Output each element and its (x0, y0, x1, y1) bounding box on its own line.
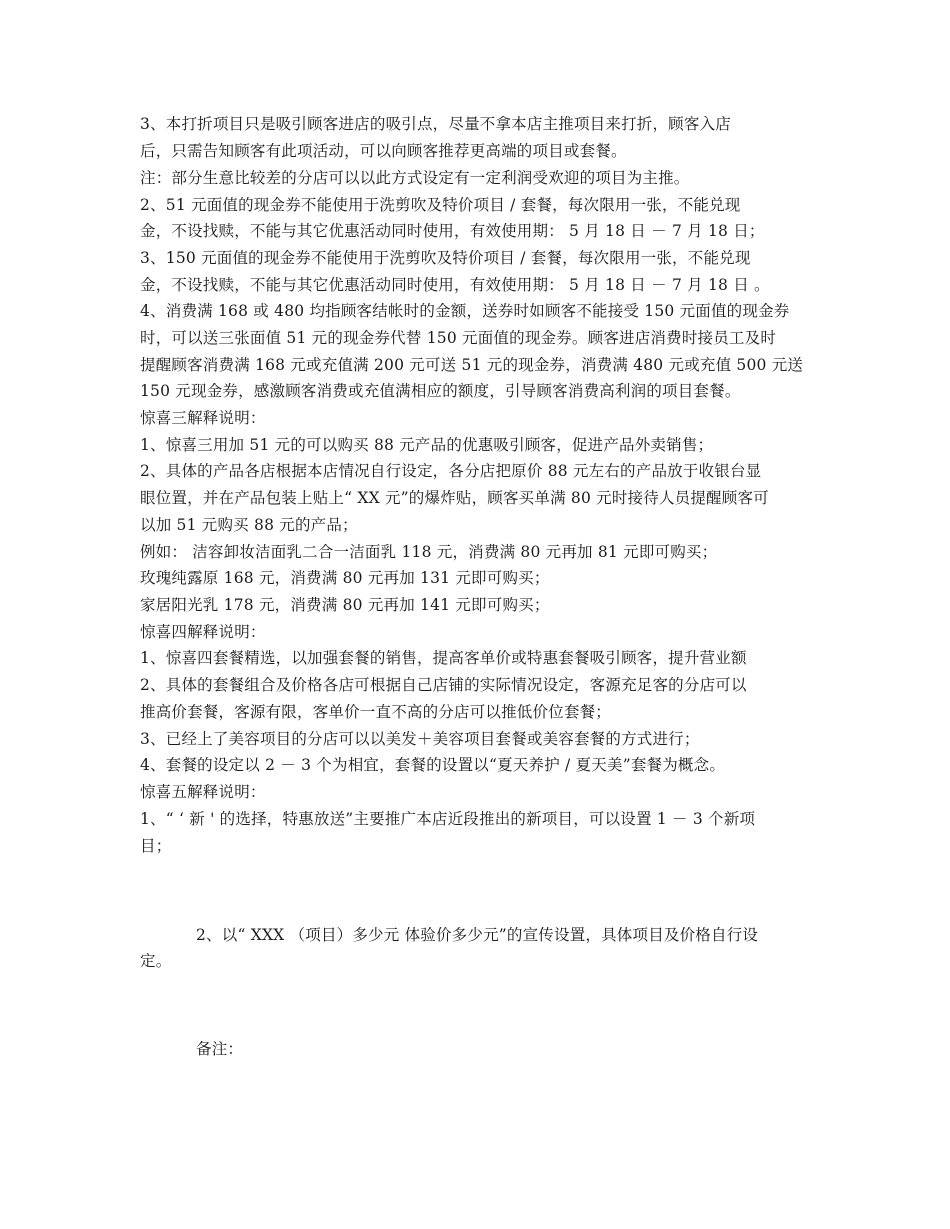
text-line: 提醒顾客消费满 168 元或充值满 200 元可送 51 元的现金券，消费满 480 元或充值 500 元送 (140, 356, 804, 374)
text-line: 后，只需告知顾客有此项活动，可以向顾客推荐更高端的项目或套餐。 (140, 142, 627, 160)
text-line: 金，不设找赎，不能与其它优惠活动同时使用，有效使用期： 5 月 18 日 － 7 月 18 日 。 (140, 276, 770, 294)
section-heading: 惊喜四解释说明： (140, 623, 266, 641)
text-line: 3、150 元面值的现金券不能使用于洗剪吹及特价项目 / 套餐，每次限用一张，不能兑现 (140, 249, 751, 267)
text-line: 2、以“ XXX （项目）多少元 体验价多少元”的宣传设置，具体项目及价格自行设 (196, 926, 759, 944)
text-line: 家居阳光乳 178 元，消费满 80 元再加 141 元即可购买； (140, 596, 550, 614)
text-line: 注：部分生意比较差的分店可以以此方式设定有一定利润受欢迎的项目为主推。 (140, 169, 690, 187)
text-line: 例如： 洁容卸妆洁面乳二合一洁面乳 118 元，消费满 80 元再加 81 元即可购买； (140, 543, 718, 561)
text-line: 1、“ ‘ 新 ' 的选择，特惠放送”主要推广本店近段推出的新项目，可以设置 1 － 3 个新项 (140, 810, 756, 828)
section-heading: 惊喜五解释说明： (140, 783, 266, 801)
section-heading: 惊喜三解释说明： (140, 409, 266, 427)
text-line: 时，可以送三张面值 51 元的现金券代替 150 元面值的现金券。顾客进店消费时接员工及时 (140, 329, 777, 347)
text-line: 目； (140, 837, 172, 855)
text-line: 2、51 元面值的现金券不能使用于洗剪吹及特价项目 / 套餐，每次限用一张，不能兑现 (140, 196, 741, 214)
note-label: 备注： (196, 1040, 244, 1058)
text-line: 3、本打折项目只是吸引顾客进店的吸引点，尽量不拿本店主推项目来打折，顾客入店 (140, 115, 731, 133)
text-line: 2、具体的套餐组合及价格各店可根据自己店铺的实际情况设定，客源充足客的分店可以 (140, 676, 747, 694)
text-line: 金，不设找赎，不能与其它优惠活动同时使用，有效使用期： 5 月 18 日 － 7 月 18 日； (140, 222, 765, 240)
text-line: 1、惊喜四套餐精选，以加强套餐的销售，提高客单价或特惠套餐吸引顾客，提升营业额 (140, 649, 747, 667)
text-line: 推高价套餐，客源有限，客单价一直不高的分店可以推低价位套餐； (140, 703, 612, 721)
text-line: 4、套餐的设定以 2 － 3 个为相宜，套餐的设置以“夏天养护 / 夏天美”套餐为概念。 (140, 756, 726, 774)
text-line: 以加 51 元购买 88 元的产品； (140, 516, 358, 534)
text-line: 2、具体的产品各店根据本店情况自行设定，各分店把原价 88 元左右的产品放于收银台显 (140, 462, 762, 480)
text-line: 4、消费满 168 或 480 均指顾客结帐时的金额，送券时如顾客不能接受 150 元面值的现金券 (140, 302, 790, 320)
text-line: 眼位置，并在产品包装上贴上“ XX 元”的爆炸贴，顾客买单满 80 元时接待人员提醒顾客可 (140, 489, 769, 507)
text-line: 150 元现金券，感激顾客消费或充值满相应的额度，引导顾客消费高利润的项目套餐。 (140, 382, 741, 400)
text-line: 3、已经上了美容项目的分店可以以美发＋美容项目套餐或美容套餐的方式进行； (140, 730, 700, 748)
text-line: 1、惊喜三用加 51 元的可以购买 88 元产品的优惠吸引顾客，促进产品外卖销售； (140, 436, 714, 454)
text-line: 玫瑰纯露原 168 元，消费满 80 元再加 131 元即可购买； (140, 569, 550, 587)
text-line: 定。 (140, 952, 172, 970)
